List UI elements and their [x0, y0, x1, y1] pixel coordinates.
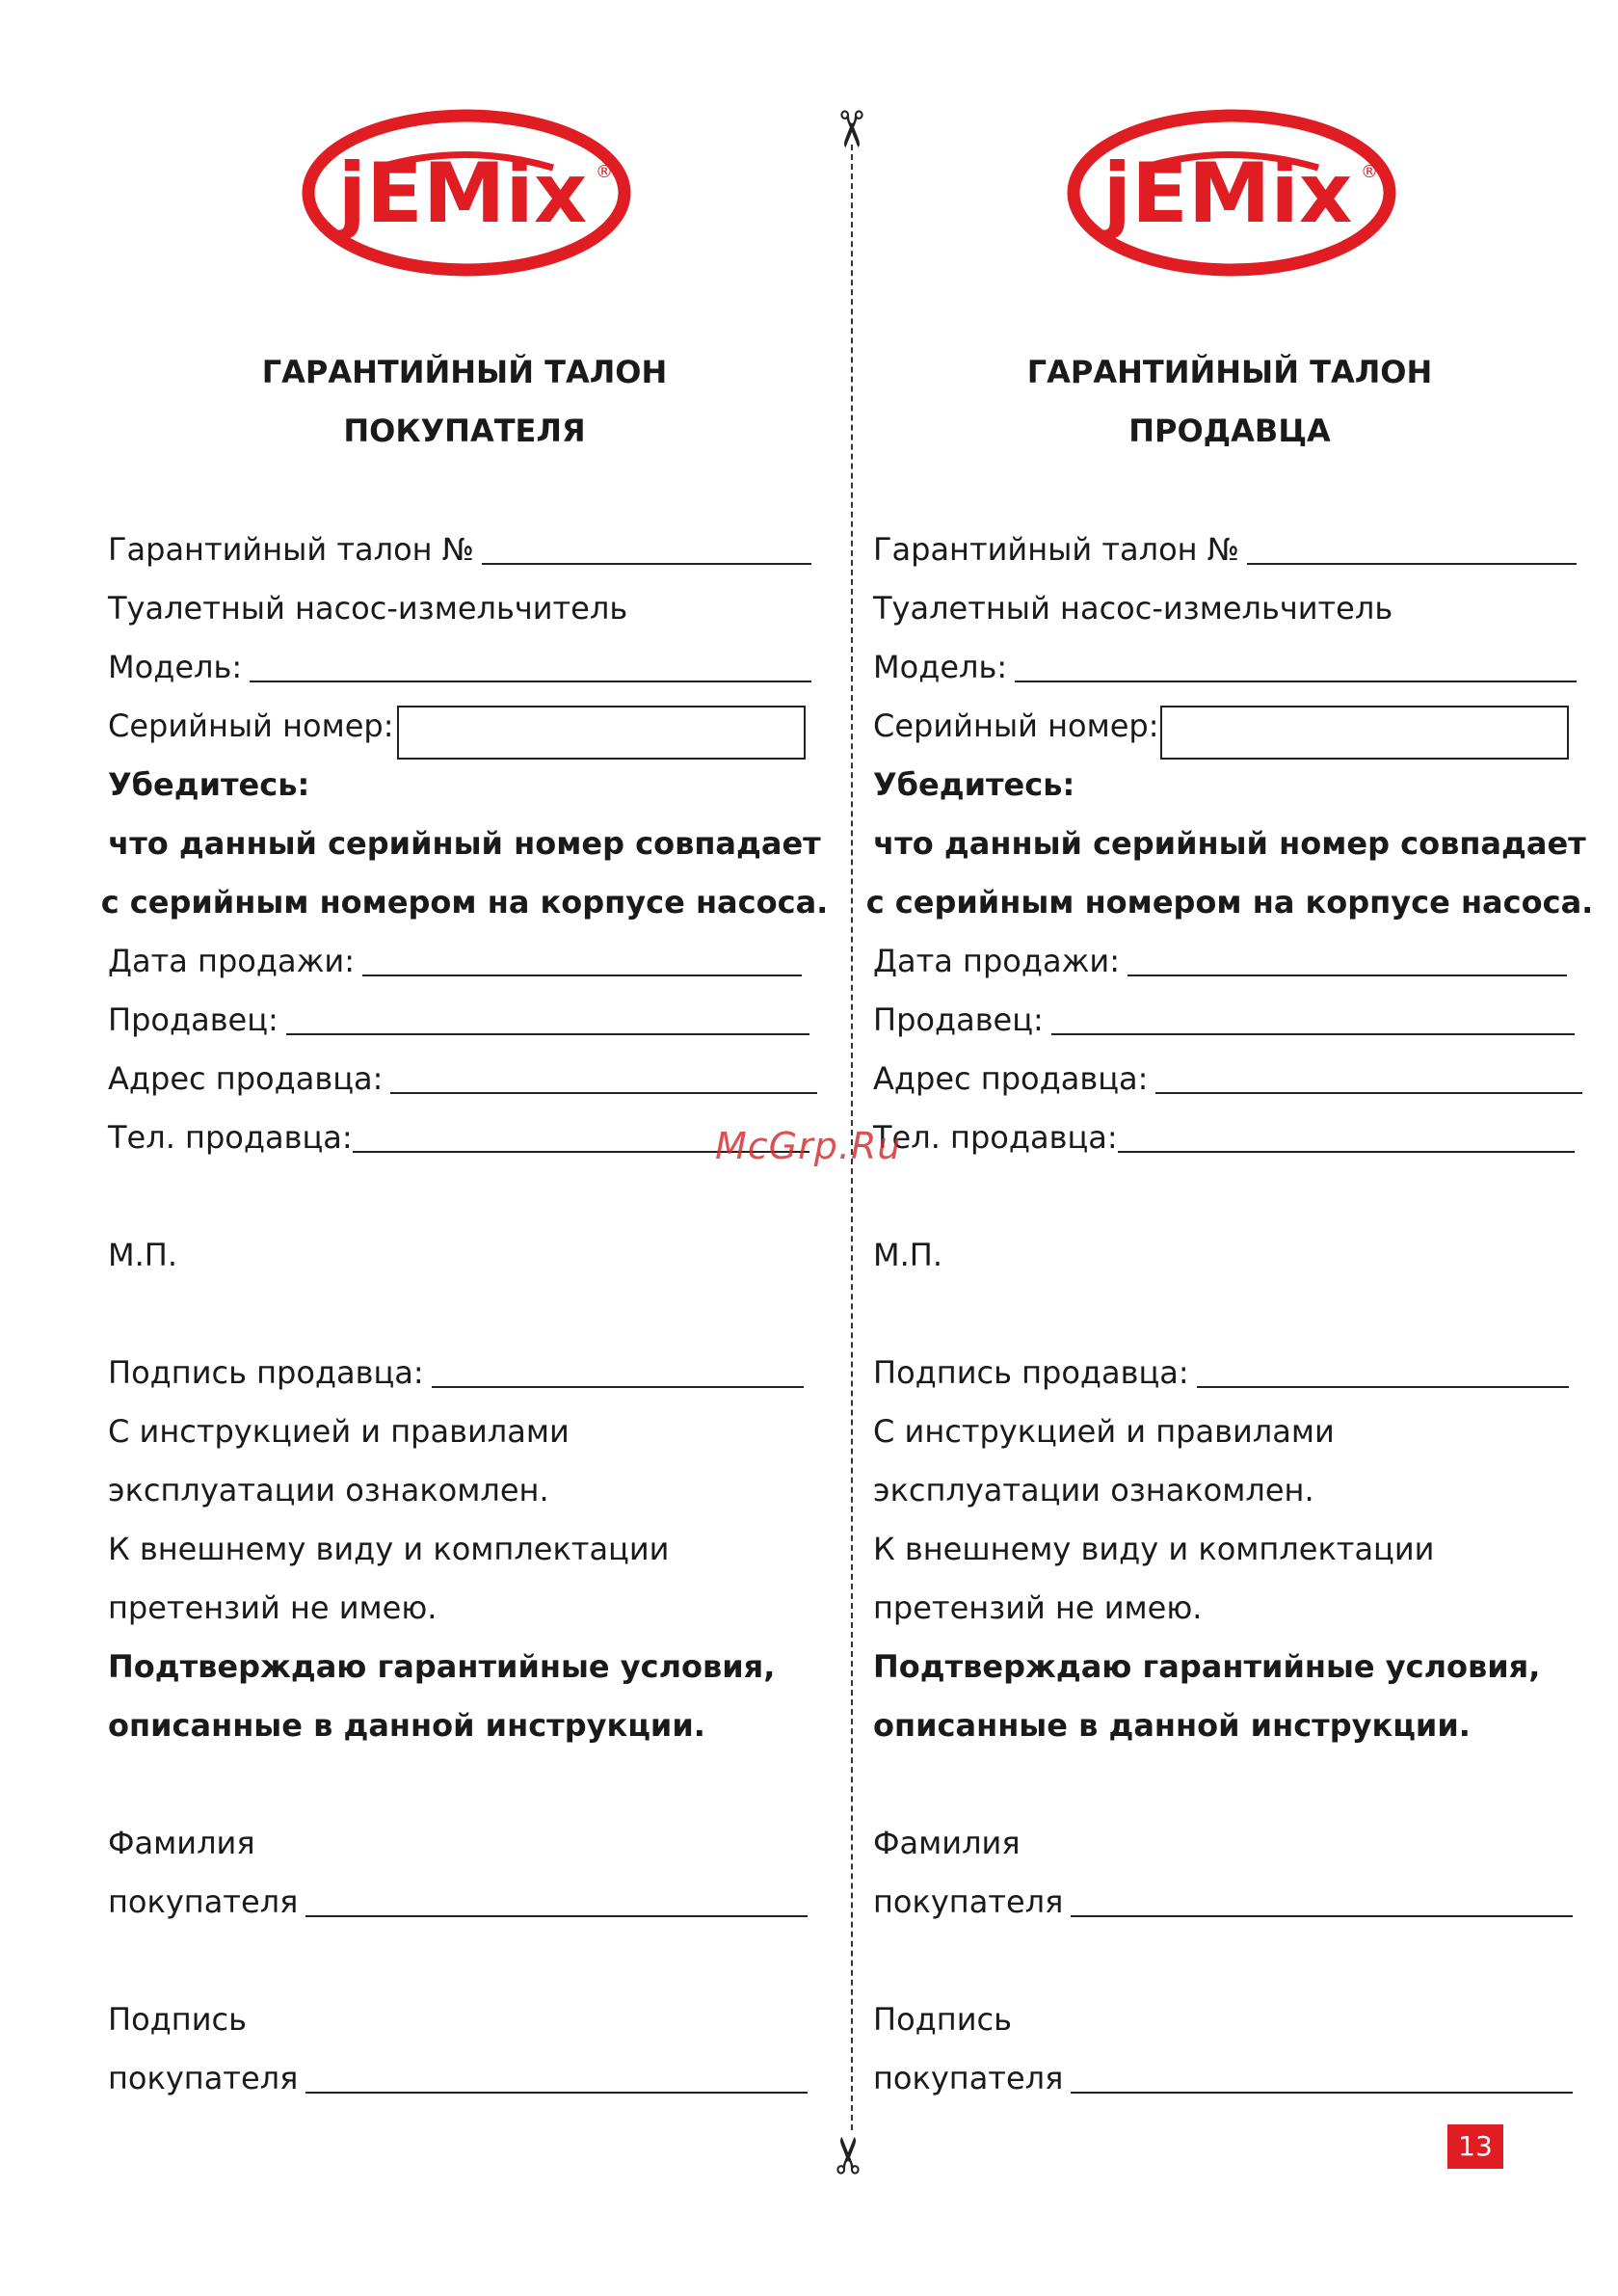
check-line1: что данный серийный номер совпадает — [873, 825, 1586, 862]
ack-line2-row — [108, 1471, 549, 1509]
surname-label-row — [108, 1824, 255, 1862]
seller-phone-field[interactable] — [1118, 1122, 1575, 1153]
confirm-line2: описанные в данной инструкции. — [873, 1707, 1471, 1744]
stamp-row — [873, 1236, 942, 1274]
seller-address-row — [108, 1059, 817, 1098]
confirm-line1: Подтверждаю гарантийные условия, — [873, 1648, 1541, 1685]
buyer-signature-label-line1: Подпись — [873, 2001, 1012, 2038]
buyer-surname-field[interactable] — [305, 1886, 808, 1917]
jemix-logo-graphic — [301, 108, 632, 277]
watermark: McGrp.Ru — [715, 1125, 902, 1167]
buyer-coupon — [100, 0, 829, 2296]
surname-row — [873, 1882, 1573, 1921]
buyer-signature-label-row — [108, 2000, 247, 2039]
stamp-label: М.П. — [108, 1237, 178, 1273]
check-heading: Убедитесь: — [873, 766, 1075, 803]
ack-line1: С инструкцией и правилами — [108, 1413, 570, 1450]
surname-label-line2: покупателя — [873, 1883, 1064, 1920]
sale-date-label: Дата продажи: — [873, 943, 1120, 979]
check-line2: с серийным номером на корпусе насоса. — [100, 884, 829, 921]
seller-signature-row — [108, 1353, 804, 1392]
seller-signature-label: Подпись продавца: — [873, 1354, 1189, 1391]
check-heading: Убедитесь: — [108, 766, 310, 803]
seller-label: Продавец: — [108, 1001, 279, 1038]
check-heading-row — [108, 765, 309, 804]
seller-signature-field[interactable] — [432, 1357, 804, 1388]
serial-row — [873, 707, 1159, 745]
check-line2: с серийным номером на корпусе насоса. — [865, 884, 1594, 921]
buyer-signature-label-line1: Подпись — [108, 2001, 247, 2038]
product-type-row — [108, 589, 627, 627]
seller-phone-row — [873, 1118, 1575, 1157]
coupon-number-field[interactable] — [1247, 534, 1577, 565]
ack-line4: претензий не имею. — [873, 1589, 1203, 1626]
serial-label: Серийный номер: — [108, 707, 394, 744]
coupon-number-label: Гарантийный талон № — [873, 531, 1240, 568]
ack-line4-row — [108, 1589, 437, 1627]
check-line2-row — [865, 883, 1594, 921]
seller-field[interactable] — [286, 1004, 809, 1035]
scissors-icon: ✂ — [820, 108, 879, 150]
ack-line2: эксплуатации ознакомлен. — [873, 1472, 1314, 1508]
seller-phone-label: Тел. продавца: — [873, 1119, 1118, 1156]
check-line1-row — [873, 824, 1586, 863]
confirm-line2-row — [108, 1706, 705, 1745]
check-line2-row — [100, 883, 829, 921]
logo-text: jEMix — [337, 146, 588, 242]
model-field[interactable] — [250, 652, 811, 682]
seller-row — [108, 1001, 809, 1039]
surname-label-line1: Фамилия — [108, 1825, 255, 1861]
seller-row — [873, 1001, 1575, 1039]
surname-label-row — [873, 1824, 1021, 1862]
buyer-signature-row — [108, 2059, 808, 2097]
registered-mark: ® — [1361, 162, 1378, 182]
seller-address-label: Адрес продавца: — [873, 1060, 1149, 1097]
seller-address-row — [873, 1059, 1582, 1098]
ack-line3-row — [873, 1530, 1434, 1568]
confirm-line1-row — [873, 1647, 1540, 1686]
seller-address-field[interactable] — [1155, 1063, 1582, 1094]
coupon-title-line2: ПРОДАВЦА — [1128, 413, 1331, 449]
product-type-text: Туалетный насос-измельчитель — [873, 590, 1393, 627]
coupon-title-line2: ПОКУПАТЕЛЯ — [343, 413, 586, 449]
seller-signature-label: Подпись продавца: — [108, 1354, 424, 1391]
buyer-signature-row — [873, 2059, 1573, 2097]
coupon-number-row — [873, 530, 1577, 569]
ack-line3: К внешнему виду и комплектации — [873, 1531, 1435, 1567]
ack-line4-row — [873, 1589, 1202, 1627]
confirm-line1: Подтверждаю гарантийные условия, — [108, 1648, 776, 1685]
coupon-number-row — [108, 530, 811, 569]
surname-label-line1: Фамилия — [873, 1825, 1021, 1861]
product-type-text: Туалетный насос-измельчитель — [108, 590, 628, 627]
serial-label: Серийный номер: — [873, 707, 1159, 744]
stamp-row — [108, 1236, 177, 1274]
ack-line4: претензий не имею. — [108, 1589, 438, 1626]
seller-phone-label: Тел. продавца: — [108, 1119, 353, 1156]
seller-field[interactable] — [1051, 1004, 1575, 1035]
jemix-logo — [301, 108, 632, 277]
page-number: 13 — [1447, 2124, 1503, 2169]
jemix-logo — [1066, 108, 1397, 277]
buyer-signature-label-line2: покупателя — [108, 2060, 299, 2096]
coupon-title-line1: ГАРАНТИЙНЫЙ ТАЛОН — [261, 354, 668, 390]
ack-line3-row — [108, 1530, 669, 1568]
model-label: Модель: — [108, 649, 243, 685]
check-heading-row — [873, 765, 1074, 804]
sale-date-field[interactable] — [362, 946, 802, 976]
buyer-surname-field[interactable] — [1071, 1886, 1573, 1917]
surname-label-line2: покупателя — [108, 1883, 299, 1920]
surname-row — [108, 1882, 808, 1921]
seller-phone-row — [108, 1118, 809, 1157]
serial-number-box[interactable] — [1160, 706, 1569, 760]
seller-signature-row — [873, 1353, 1569, 1392]
sale-date-field[interactable] — [1127, 946, 1567, 976]
ack-line3: К внешнему виду и комплектации — [108, 1531, 670, 1567]
seller-label: Продавец: — [873, 1001, 1044, 1038]
buyer-signature-field[interactable] — [305, 2063, 808, 2094]
registered-mark: ® — [596, 162, 613, 182]
buyer-signature-field[interactable] — [1071, 2063, 1573, 2094]
serial-row — [108, 707, 394, 745]
serial-number-box[interactable] — [397, 706, 806, 760]
jemix-logo-graphic — [1066, 108, 1397, 277]
model-field[interactable] — [1015, 652, 1577, 682]
ack-line1: С инструкцией и правилами — [873, 1413, 1335, 1450]
coupon-number-label: Гарантийный талон № — [108, 531, 475, 568]
check-line1: что данный серийный номер совпадает — [108, 825, 821, 862]
seller-signature-field[interactable] — [1197, 1357, 1569, 1388]
ack-line1-row — [108, 1412, 570, 1451]
model-row — [108, 648, 811, 686]
seller-coupon — [865, 0, 1594, 2296]
product-type-row — [873, 589, 1393, 627]
confirm-line2-row — [873, 1706, 1471, 1745]
sale-date-row — [108, 942, 802, 980]
coupon-title-line1: ГАРАНТИЙНЫЙ ТАЛОН — [1026, 354, 1433, 390]
sale-date-label: Дата продажи: — [108, 943, 355, 979]
logo-text: jEMix — [1102, 146, 1353, 242]
ack-line2: эксплуатации ознакомлен. — [108, 1472, 549, 1508]
check-line1-row — [108, 824, 821, 863]
buyer-signature-label-row — [873, 2000, 1012, 2039]
confirm-line2: описанные в данной инструкции. — [108, 1707, 705, 1744]
seller-address-field[interactable] — [390, 1063, 817, 1094]
model-row — [873, 648, 1577, 686]
ack-line2-row — [873, 1471, 1314, 1509]
buyer-signature-label-line2: покупателя — [873, 2060, 1064, 2096]
sale-date-row — [873, 942, 1567, 980]
stamp-label: М.П. — [873, 1237, 943, 1273]
coupon-number-field[interactable] — [482, 534, 811, 565]
seller-address-label: Адрес продавца: — [108, 1060, 384, 1097]
scissors-icon: ✂ — [820, 2134, 879, 2176]
ack-line1-row — [873, 1412, 1335, 1451]
confirm-line1-row — [108, 1647, 775, 1686]
model-label: Модель: — [873, 649, 1008, 685]
